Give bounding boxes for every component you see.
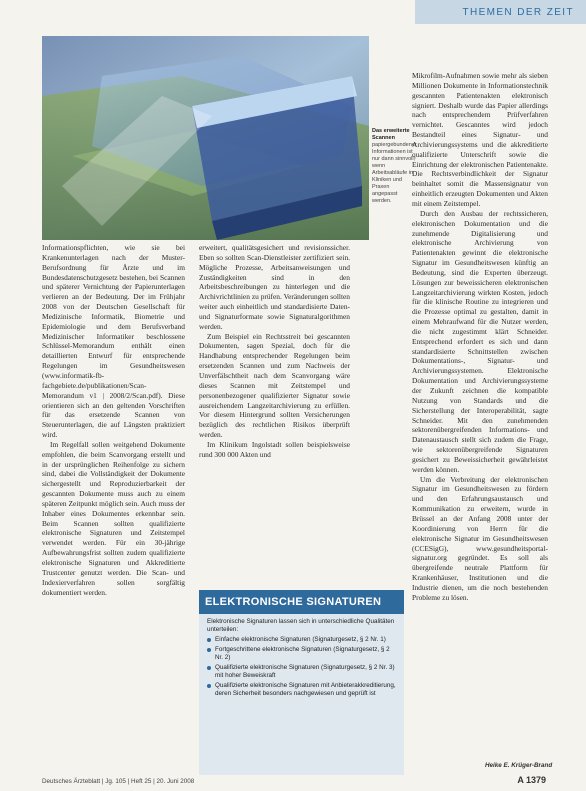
caption-title: Das erweiterte Scannen xyxy=(372,128,410,141)
paragraph: Im Regelfall sollen weitgehend Dokumente empfohlen, die beim Scanvorgang erstellt und in der ursprünglichen Reihenfolge zu sichern sind, dabei die Vollständigkeit der Dokumente sichergestellt und Reproduzierbarkeit der gescannten Dokumente muss auch zu einem späteren Zeitpunkt möglich sein. Auch muss der Inhaber eines Dokumentes erkennbar sein. Beim Scannen sollten qualifizierte elektronische Signaturen und Zeitstempel verwendet werden. Für ein 30-jährige Aufbewahrungsfrist sollten zudem qualifizierte elektronische Signaturen und Akkreditierte Trustcenter genutzt werden. Die Scan- und Indexierverfahren sollen sorgfältig dokumentiert werden. xyxy=(42,439,185,597)
photo-caption xyxy=(372,128,416,205)
list-item: Fortgeschrittene elektronische Signaturen (Signaturgesetz, § 2 Nr. 2) xyxy=(207,646,396,662)
journal-footer: Deutsches Ärzteblatt | Jg. 105 | Heft 25 | 20. Juni 2008 xyxy=(42,778,195,785)
article-photo xyxy=(42,36,369,240)
info-box xyxy=(199,590,404,775)
list-item: Qualifizierte elektronische Signaturen mit Anbieterakkreditierung, deren Sicherheit besonders nachgewiesen und geprüft ist xyxy=(207,682,396,698)
list-item: Qualifizierte elektronische Signaturen (Signaturgesetz, § 2 Nr. 3) mit hoher Beweiskraft xyxy=(207,664,396,680)
info-box-intro: Elektronische Signaturen lassen sich in unterschiedliche Qualitäten unterteilen: xyxy=(207,618,395,633)
caption-text: papiergebundener Informationen ist nur dann sinnvoll, wenn Arbeitsabläufe in Kliniken und Praxen angepasst werden. xyxy=(372,142,417,204)
page-number: A 1379 xyxy=(517,775,546,785)
paragraph: Durch den Ausbau der rechtssicheren, elektronischen Dokumentation und die zunehmende Digitalisierung und elektronische Archivierung von Patientenakten gewinnt die elektronische Signatur im Gesundheitswesen künftig an Bedeutung, sind die Experten überzeugt. Lösungen zur beweissicheren elektronischen Langzeitarchivierung wirkten Kosten, jedoch für die klinische Routine zu integrieren und die Prozesse optimal zu gestalten, damit in einem Mehraufwand für die Nutzer werden, die nicht zugestimmt klärt Schneider. Entsprechend erfordert es sich und dann standardisierte Schnittstellen zwischen Dokumentations-, Signatur- und Archivierungssystemen. Elektronische Dokumentation und Archivierungssysteme der Zukunft zeichnen die kompatible Nutzung von Standards und die Sicherstellung der Interoperabilität, sagte Schneider. Mit den zunehmenden sektorenübergreifenden Informations- und Datenaustausch stellt sich zudem die Frage, wie sektorenübergreifende Signaturen gesichert zu Beweissicherheit gewährleistet werden können. xyxy=(412,208,548,474)
scanner-illustration xyxy=(42,36,369,240)
info-box-title: ELEKTRONISCHE SIGNATUREN xyxy=(199,590,404,614)
section-label: THEMEN DER ZEIT xyxy=(462,6,574,18)
author-signature: Heike E. Krüger-Brand xyxy=(485,762,553,769)
info-box-list xyxy=(199,636,404,698)
paragraph: erweitert, qualitätsgesichert und revisionssicher. Eben so sollten Scan-Dienstleister zertifiziert sein. Mögliche Prozesse, Arbeitsanweisungen und Zuständigkeiten sind in den Arbeitsbeschreibungen zu hinterlegen und die Archivrichtlinien zu prüfen. Veränderungen sollten weiter auch einheitlich und standardisierte Daten- und Signaturformate sowie Signaturalgorithmen werden. xyxy=(199,243,350,331)
paragraph: Mikrofilm-Aufnahmen sowie mehr als sieben Millionen Dokumente in Informationstechnik gescannten Patientenakten elektronisch signiert. Deshalb wurde das Papier allerdings nach entsprechendem Prüfverfahren vernichtet. Gescanntes wird jedoch Bestandteil eines Signatur- und Archivierungssystems und die akkreditierte qualifizierte Unterschrift sowie die Einrichtung der elektronischen Patientenakte. Die Rechtsverbindlichkeit der Signatur beinhaltet somit die Massensignatur von einheitlich erzeugten Dokumenten und Akten mit einem Zeitstempel. xyxy=(412,71,548,208)
paragraph: Informationspflichten, wie sie bei Krankenunterlagen nach der Muster-Berufsordnung für Ärzte und im Bundesdatenschutzgesetz bestehen, bei Scannen und späterer Vernichtung der Papierunterlagen verlieren an der Bedeutung. Der im Frühjahr 2008 von der Deutschen Gesellschaft für Medizinische Informatik, Biometrie und Epidemiologie und dem Berufsverband Medizinischer Informatiker beschlossene Schlüssel-Memorandum enthält einen detaillierten Entwurf für entsprechende Regelungen im Gesundheitswesen (www.informatik-fb-fachgebiete.de/publikationen/Scan-Memorandum v1 | 2008/2/Scan.pdf). Diese orientieren sich an den geltenden Vorschriften für das ersetzende Scannen von Steuerunterlagen, die auf Längsten praktiziert wird. xyxy=(42,243,185,440)
article-column-2 xyxy=(199,243,350,460)
paragraph: Um die Verbreitung der elektronischen Signatur im Gesundheitswesen zu fördern und den Erfahrungsaustausch und Kommunikation zu erweitern, wurde in Brüssel an der Anfang 2008 unter der Koordinierung von Herrn für die elektronische Signatur im Gesundheitswesen (CCESigG), www.gesundheitsportal-signatur.org gegründet. Es soll als übergreifende neutrale Plattform für Krankenhäuser, Institutionen und die Industrie dienen, um die noch bestehenden Probleme zu lösen. xyxy=(412,474,548,602)
section-header xyxy=(415,0,586,24)
article-column-1 xyxy=(42,243,185,597)
paragraph: Im Klinikum Ingolstadt sollen beispielsweise rund 300 000 Akten und xyxy=(199,439,350,459)
paragraph: Zum Beispiel ein Rechtsstreit bei gescannten Dokumenten, sagen Spezial, doch für die Handhabung entsprechender Regelungen beim ersetzenden Scannen und zum Nachweis der Unverfälschtheit nach dem Scanvorgang wäre dieses Scannen mit Zeitstempel und personenbezogener qualifizierter Signatur sowie ausreichendem Langzeitarchivierung zu erfüllen. Vor diesem Hintergrund sollten Versicherungen bezüglich des rechtlichen Risikos überprüft werden. xyxy=(199,331,350,440)
list-item: Einfache elektronische Signaturen (Signaturgesetz, § 2 Nr. 1) xyxy=(207,636,396,644)
article-column-3 xyxy=(412,71,548,603)
